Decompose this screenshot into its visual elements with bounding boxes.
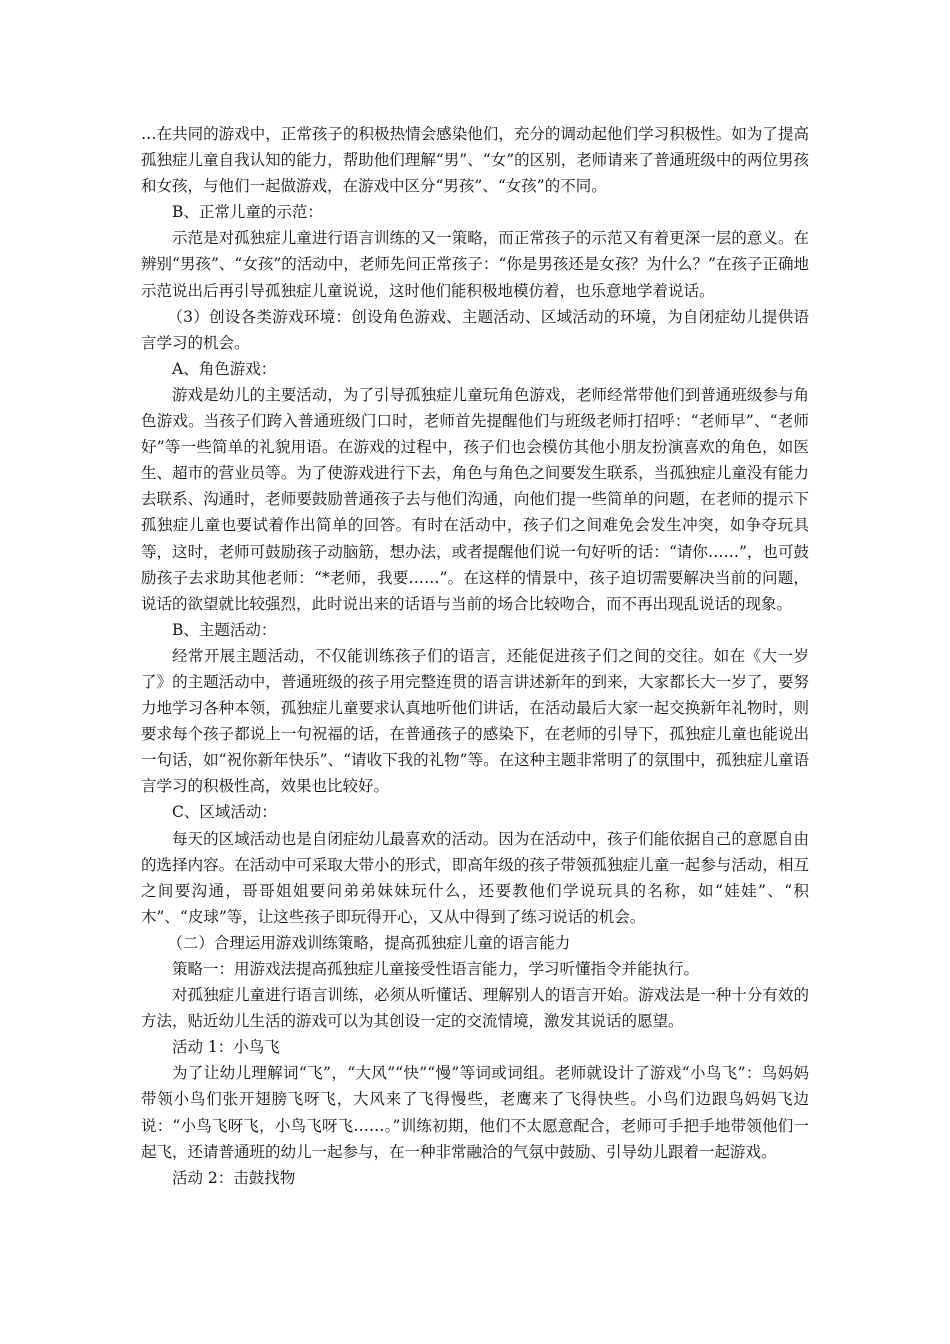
paragraph: …在共同的游戏中，正常孩子的积极热情会感染他们，充分的调动起他们学习积极性。如为了提高孤独症儿童自我认知的能力，帮助他们理解“男”、“女”的区别，老师请来了普通班级中的两位男孩和女孩，与他们一起做游戏，在游戏中区分“男孩”、“女孩”的不同。 — [141, 125, 809, 196]
paragraph: 活动 2：击鼓找物 — [172, 1168, 296, 1187]
paragraph: A、角色游戏： — [172, 359, 277, 378]
paragraph: 活动 1：小鸟飞 — [172, 1038, 280, 1057]
paragraph: 经常开展主题活动，不仅能训练孩子们的语言，还能促进孩子们之间的交往。如在《大一岁了》的主题活动中，普通班级的孩子用完整连贯的语言讲述新年的到来，大家都长大一岁了，要努力地学习各种本领，孤独症儿童要求认真地听他们讲话，在活动最后大家一起交换新年礼物时，则要求每个孩子都说上一句祝福的话，在普通孩子的感染下，在老师的引导下，孤独症儿童也能说出一句话，如“祝你新年快乐”、“请收下我的礼物”等。在这种主题非常明了的氛围中，孤独症儿童语言学习的积极性高，效果也比较好。 — [141, 646, 809, 796]
paragraph: （3）创设各类游戏环境：创设角色游戏、主题活动、区域活动的环境，为自闭症幼儿提供语言学习的机会。 — [141, 307, 809, 352]
paragraph: B、主题活动： — [172, 620, 277, 639]
paragraph: C、区域活动： — [172, 803, 277, 822]
paragraph: （二）合理运用游戏训练策略，提高孤独症儿童的语言能力 — [167, 933, 571, 952]
paragraph: 游戏是幼儿的主要活动，为了引导孤独症儿童玩角色游戏，老师经常带他们到普通班级参与角色游戏。当孩子们跨入普通班级门口时，老师首先提醒他们与班级老师打招呼：“老师早”、“老师好”等一些简单的礼貌用语。在游戏的过程中，孩子们也会模仿其他小朋友扮演喜欢的角色，如医生、超市的营业员等。为了使游戏进行下去，角色与角色之间要发生联系，当孤独症儿童没有能力去联系、沟通时，老师要鼓励普通孩子去与他们沟通，向他们提一些简单的问题，在老师的提示下孤独症儿童也要试着作出简单的回答。有时在活动中，孩子们之间难免会发生冲突，如争夺玩具等，这时，老师可鼓励孩子动脑筋，想办法，或者提醒他们说一句好听的话：“请你……”，也可鼓励孩子去求助其他老师：“*老师，我要……”。在这样的情景中，孩子迫切需要解决当前的问题，说话的欲望就比较强烈，此时说出来的话语与当前的场合比较吻合，而不再出现乱说话的现象。 — [141, 385, 809, 613]
paragraph: B、正常儿童的示范： — [172, 203, 323, 222]
paragraph: 示范是对孤独症儿童进行语言训练的又一策略，而正常孩子的示范又有着更深一层的意义。在辨别“男孩”、“女孩”的活动中，老师先问正常孩子：“你是男孩还是女孩？为什么？”在孩子正确地示范说出后再引导孤独症儿童说说，这时他们能积极地模仿着，也乐意地学着说话。 — [141, 229, 809, 300]
paragraph: 每天的区域活动也是自闭症幼儿最喜欢的活动。因为在活动中，孩子们能依据自己的意愿自由的选择内容。在活动中可采取大带小的形式，即高年级的孩子带领孤独症儿童一起参与活动，相互之间要沟通，哥哥姐姐要问弟弟妹妹玩什么，还要教他们学说玩具的名称，如“娃娃”、“积木”、“皮球”等，让这些孩子即玩得开心，又从中得到了练习说话的机会。 — [141, 829, 809, 926]
document-body — [141, 121, 809, 1191]
paragraph: 为了让幼儿理解词“飞”，“大风”“快”“慢”等词或词组。老师就设计了游戏“小鸟飞”：鸟妈妈带领小鸟们张开翅膀飞呀飞，大风来了飞得慢些，老鹰来了飞得快些。小鸟们边跟鸟妈妈飞边说：“小鸟飞呀飞，小鸟飞呀飞……。”训练初期，他们不太愿意配合，老师可手把手地带领他们一起飞，还请普通班的幼儿一起参与，在一种非常融洽的气氛中鼓励、引导幼儿跟着一起游戏。 — [141, 1064, 809, 1161]
paragraph: 对孤独症儿童进行语言训练，必须从听懂话、理解别人的语言开始。游戏法是一种十分有效的方法，贴近幼儿生活的游戏可以为其创设一定的交流情境，激发其说话的愿望。 — [141, 986, 809, 1031]
paragraph: 策略一：用游戏法提高孤独症儿童接受性语言能力，学习听懂指令并能执行。 — [172, 960, 700, 978]
